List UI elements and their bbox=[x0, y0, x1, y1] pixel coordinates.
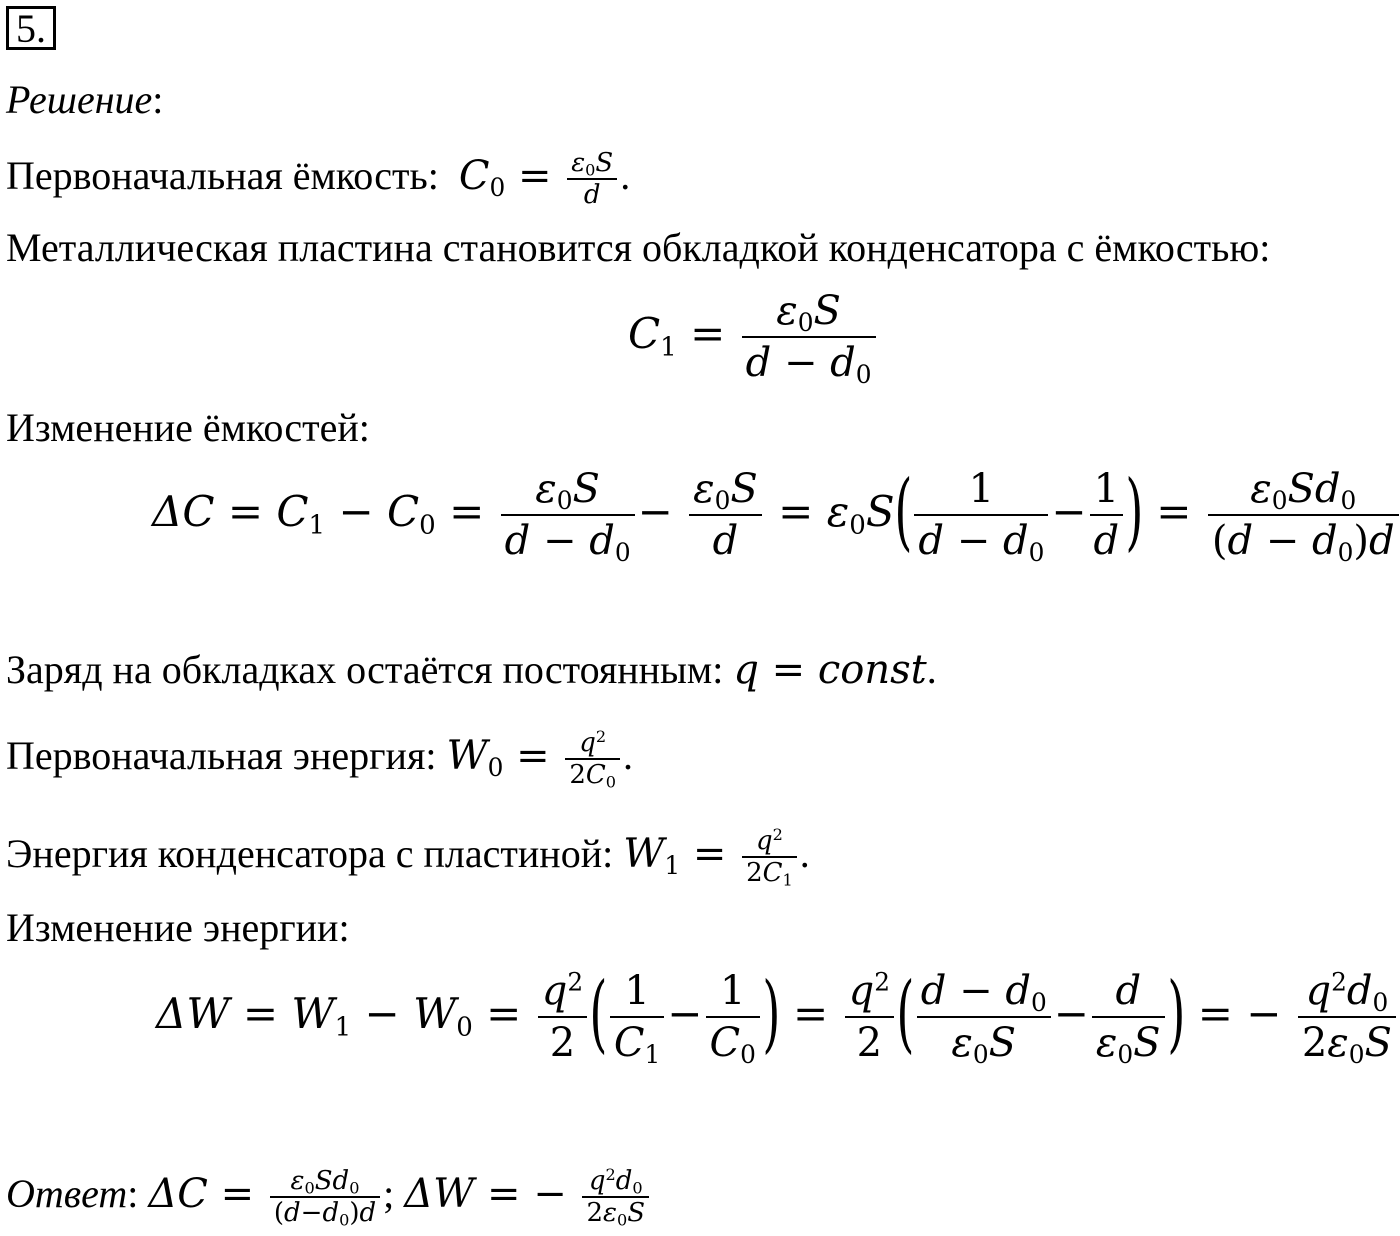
initial-capacity-text: Первоначальная ёмкость: bbox=[6, 153, 439, 198]
solution-label: Решение bbox=[6, 77, 153, 122]
formula-w1: $W_1$ = $\frac{q^2}{2C_1}$ bbox=[623, 831, 800, 877]
energy-with-plate-line: Энергия конденсатора с пластиной: $W_1$ = $\frac{q^2}{2C_1}$ . bbox=[6, 825, 810, 890]
answer-label: Ответ bbox=[6, 1171, 128, 1216]
answer-delta-c: ΔC = $\frac{\varepsilon_0Sd_0}{(d-d_0)d}$ bbox=[148, 1171, 383, 1217]
charge-expression: q = const bbox=[733, 647, 927, 693]
charge-text: Заряд на обкладках остаётся постоянным: bbox=[6, 647, 724, 692]
formula-c1: $C_1$ = $\frac{\varepsilon_0S}{d - d_0}$ bbox=[628, 288, 879, 386]
metal-plate-line bbox=[6, 225, 1271, 270]
solution-heading: Решение: bbox=[6, 77, 164, 122]
fraction: $\frac{\varepsilon_0S}{d}$ bbox=[567, 150, 617, 208]
formula-w0: $W_0$ = $\frac{q^2}{2C_0}$ bbox=[446, 733, 623, 779]
answer-delta-w: ΔW = − $\frac{q^2d_0}{2\varepsilon_0S}$ bbox=[404, 1171, 652, 1217]
initial-energy-line: Первоначальная энергия: $W_0$ = $\frac{q^2}{2C_0}$ . bbox=[6, 727, 634, 792]
charge-line: Заряд на обкладках остаётся постоянным: q = const. bbox=[6, 647, 937, 693]
answer-line: Ответ: ΔC = $\frac{\varepsilon_0Sd_0}{(d-d_0)d}$ ; ΔW = − $\frac{q^2d_0}{2\varepsilon_0S}$ bbox=[6, 1168, 652, 1226]
metal-plate-text: Металлическая пластина становится обкладкой конденсатора с ёмкостью: bbox=[6, 225, 1271, 270]
formula-delta-w: $\Delta W = W_1 - W_0$ = $\frac{q^2}{2}$ ( $\frac{1}{C_1}$ − $\frac{1}{C_0}$ ) = $\frac{q^2}{2}$ ( $\frac{d - d_0}{\varepsilon_0S}$ − $\frac{d}{\varepsilon_0S}$ ) = − $\frac{q^2d_0}{2\varepsilon_0S}$ bbox=[156, 968, 1399, 1066]
initial-capacity-line: Первоначальная ёмкость: $C_0$ = $\frac{\varepsilon_0S}{d}$ . bbox=[6, 148, 631, 210]
capacity-change-line bbox=[6, 405, 370, 450]
problem-number: 5. bbox=[16, 6, 46, 51]
fraction: $\frac{\varepsilon_0S}{d - d_0}$ bbox=[742, 288, 876, 386]
capacity-change-text: Изменение ёмкостей: bbox=[6, 405, 370, 450]
formula-c0: $C_0$ = $\frac{\varepsilon_0S}{d}$ bbox=[459, 153, 620, 199]
initial-energy-text: Первоначальная энергия: bbox=[6, 733, 437, 778]
energy-change-text: Изменение энергии: bbox=[6, 905, 350, 950]
energy-with-plate-text: Энергия конденсатора с пластиной: bbox=[6, 831, 614, 876]
energy-change-line bbox=[6, 905, 350, 950]
formula-delta-c: $\Delta C = C_1 - C_0$ = $\frac{\varepsilon_0S}{d - d_0}$ − $\frac{\varepsilon_0S}{d}$ = $\varepsilon_0S$( $\frac{1}{d - d_0}$ − $\frac{1}{d}$ ) = $\frac{\varepsilon_0Sd_0}{(d - d_0)d}$ bbox=[152, 466, 1400, 564]
problem-number-box bbox=[6, 6, 56, 50]
